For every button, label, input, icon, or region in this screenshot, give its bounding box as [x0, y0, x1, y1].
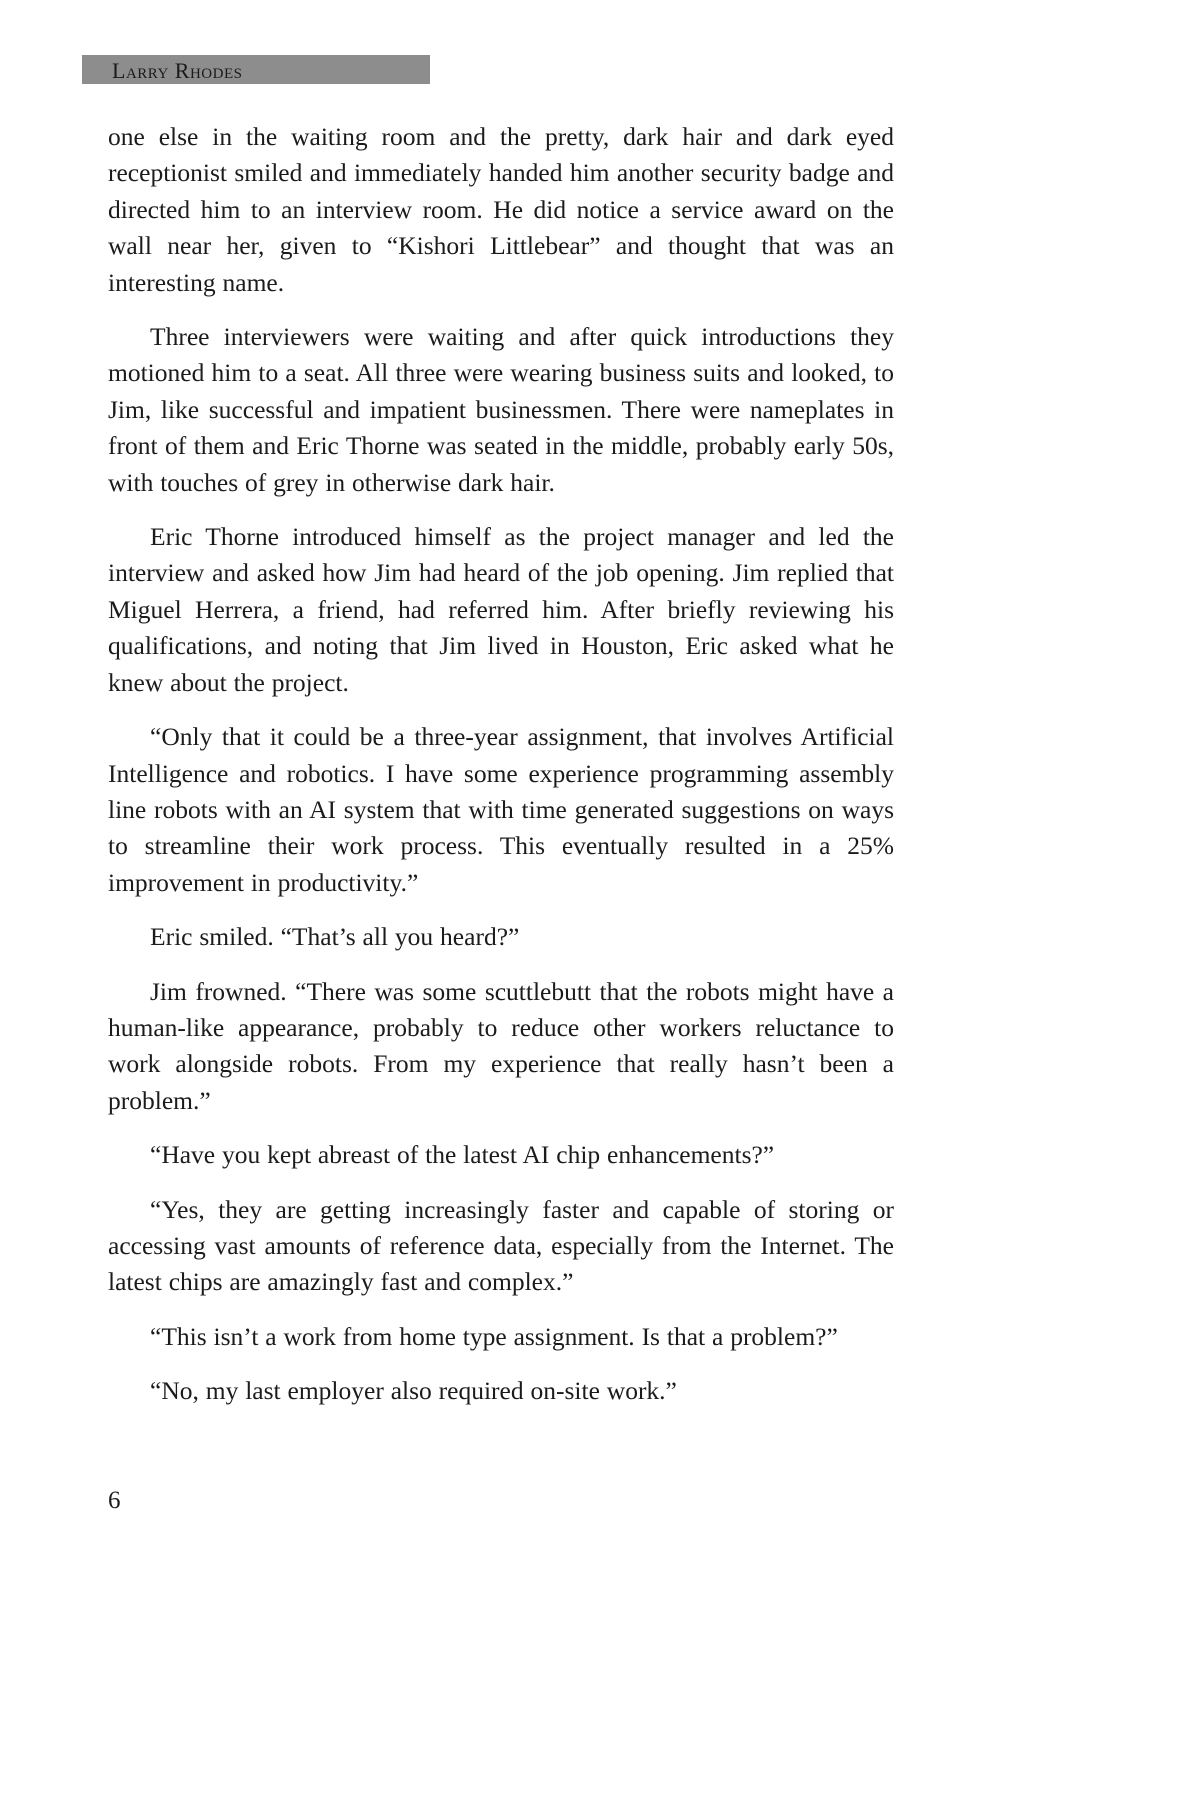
paragraph-5: Eric smiled. “That’s all you heard?” [150, 922, 520, 952]
running-header-title: Larry Rhodes [112, 57, 243, 83]
page-number: 6 [108, 1487, 121, 1514]
paragraph-1: one else in the waiting room and the pretty, dark hair and dark eyed receptionist smiled and immediately handed him another security badge and directed him to an interview room. He did notice a service award on the wall near her, given to “Kishori Littlebear” and thought that was an interesting name. [108, 122, 894, 297]
running-header-band [82, 55, 430, 84]
paragraph-3: Eric Thorne introduced himself as the project manager and led the interview and asked how Jim had heard of the job opening. Jim replied that Miguel Herrera, a friend, had referred him. After briefly reviewing his qualifications, and noting that Jim lived in Houston, Eric asked what he knew about the project. [108, 522, 894, 697]
paragraph-2: Three interviewers were waiting and after quick introductions they motioned him to a seat. All three were wearing business suits and looked, to Jim, like successful and impatient businessmen. There were nameplates in front of them and Eric Thorne was seated in the middle, probably early 50s, with touches of grey in otherwise dark hair. [108, 322, 894, 497]
paragraph-7: “Have you kept abreast of the latest AI chip enhancements?” [150, 1140, 775, 1170]
running-header-inner [112, 56, 242, 85]
paragraph-9: “This isn’t a work from home type assignment. Is that a problem?” [150, 1321, 838, 1351]
paragraph-10: “No, my last employer also required on-site work.” [150, 1376, 677, 1406]
paragraph-6: Jim frowned. “There was some scuttlebutt that the robots might have a human-like appearance, probably to reduce other workers reluctance to work alongside robots. From my experience that really hasn’t been a problem.” [108, 976, 894, 1115]
paragraph-4: “Only that it could be a three-year assignment, that involves Artificial Intelligence and robotics. I have some experience programming assembly line robots with an AI system that with time generated suggestions on ways to streamline their work process. This eventually resulted in a 25% improvement in productivity.” [108, 722, 894, 897]
body-text-block [108, 119, 894, 1428]
paragraph-8: “Yes, they are getting increasingly faster and capable of storing or accessing vast amounts of reference data, especially from the Internet. The latest chips are amazingly fast and complex.” [108, 1194, 894, 1297]
